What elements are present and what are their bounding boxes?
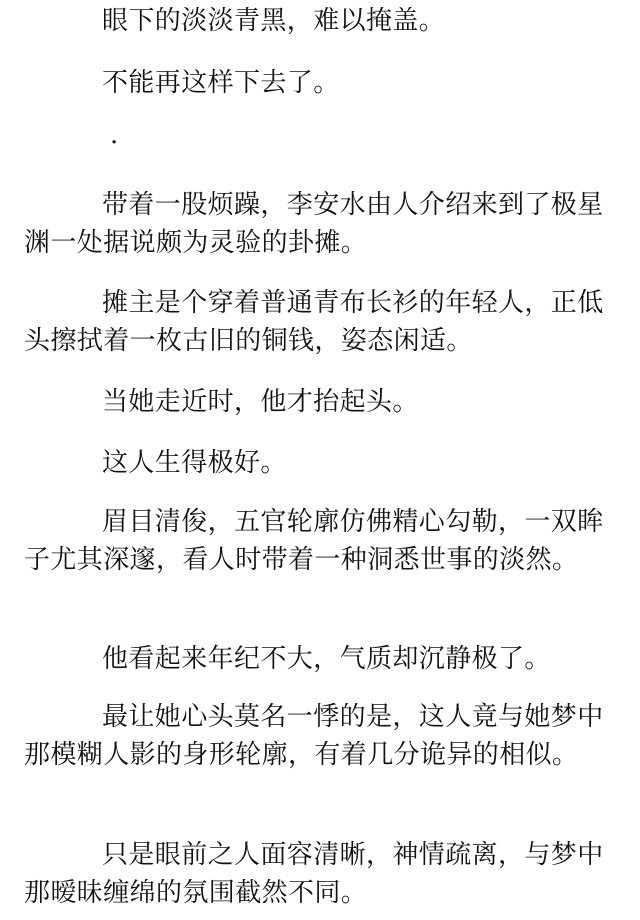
paragraph-10: 只是眼前之人面容清晰，神情疏离，与梦中那暧昧缠绵的氛围截然不同。	[24, 840, 604, 908]
paragraph-9: 最让她心头莫名一悸的是，这人竟与她梦中那模糊人影的身形轮廓，有着几分诡异的相似。	[24, 702, 604, 770]
paragraph-8: 他看起来年纪不大，气质却沉静极了。	[102, 644, 551, 674]
paragraph-1: 眼下的淡淡青黑，难以掩盖。	[102, 6, 446, 36]
paragraph-2: 不能再这样下去了。	[102, 68, 340, 98]
paragraph-4: 摊主是个穿着普通青布长衫的年轻人，正低头擦拭着一枚古旧的铜钱，姿态闲适。	[24, 288, 604, 356]
paragraph-6: 这人生得极好。	[102, 448, 287, 478]
paragraph-7: 眉目清俊，五官轮廓仿佛精心勾勒，一双眸子尤其深邃，看人时带着一种洞悉世事的淡然。	[24, 507, 604, 575]
paragraph-3: 带着一股烦躁，李安水由人介绍来到了极星渊一处据说颇为灵验的卦摊。	[24, 190, 604, 258]
paragraph-5: 当她走近时，他才抬起头。	[102, 387, 419, 417]
section-separator: ·	[110, 128, 119, 158]
